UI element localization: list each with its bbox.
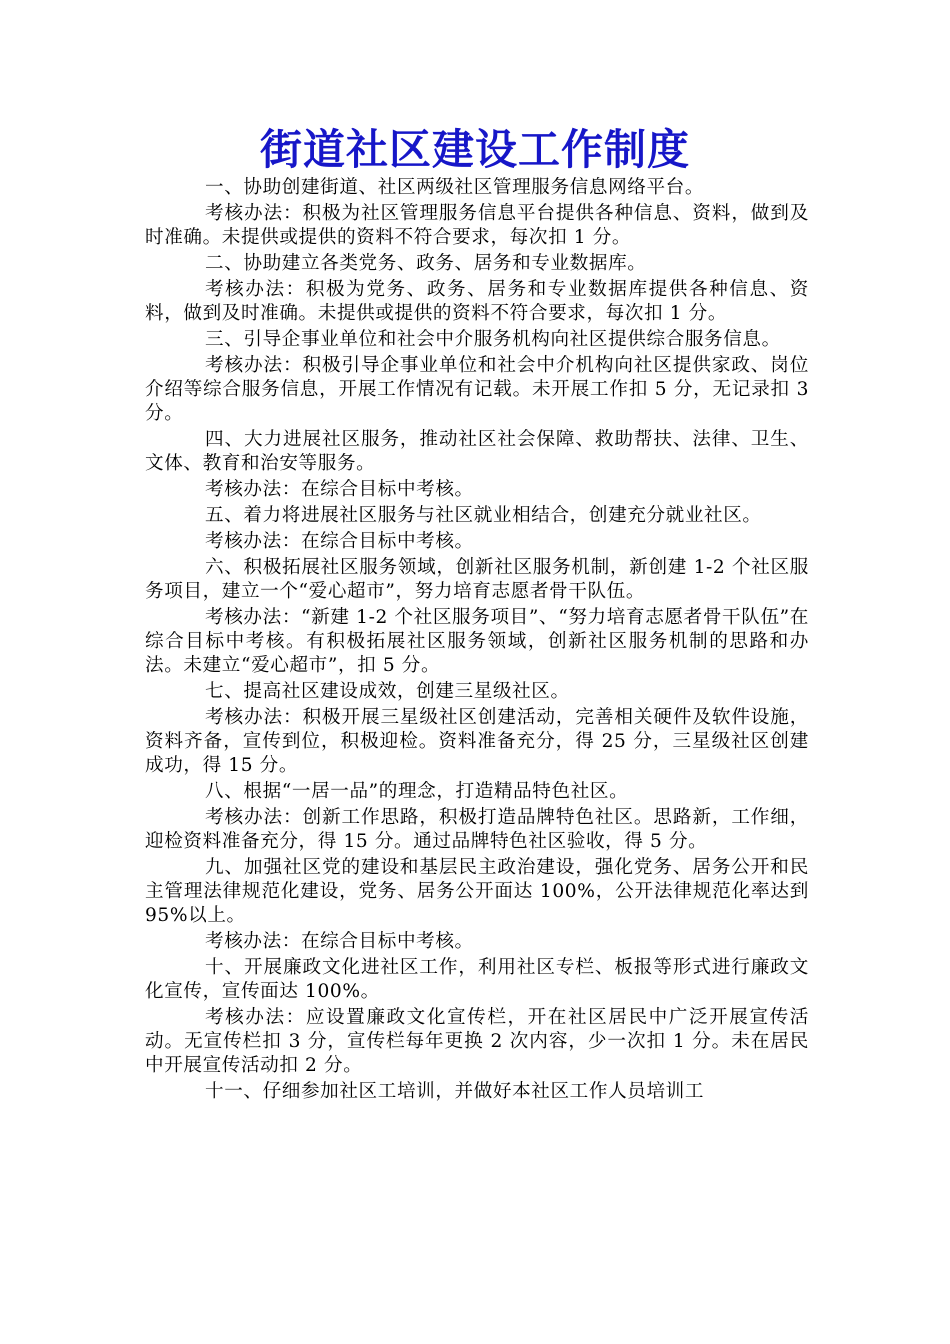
paragraph: 三、引导企事业单位和社会中介服务机构向社区提供综合服务信息。 [205, 329, 781, 350]
paragraph: 考核办法：积极引导企事业单位和社会中介机构向社区提供家政、岗位介绍等综合服务信息，开展工作情况有记载。未开展工作扣 5 分，无记录扣 3 分。 [145, 355, 809, 424]
paragraph: 考核办法：在综合目标中考核。 [205, 479, 474, 500]
paragraph: 考核办法：在综合目标中考核。 [205, 531, 474, 552]
paragraph: 一、协助创建街道、社区两级社区管理服务信息网络平台。 [205, 177, 705, 198]
paragraph: 七、提高社区建设成效，创建三星级社区。 [205, 681, 570, 702]
paragraph: 十一、仔细参加社区工培训，并做好本社区工作人员培训工 [205, 1081, 705, 1102]
paragraph: 二、协助建立各类党务、政务、居务和专业数据库。 [205, 253, 647, 274]
paragraph: 考核办法：积极为党务、政务、居务和专业数据库提供各种信息、资料，做到及时准确。未提供或提供的资料不符合要求，每次扣 1 分。 [145, 279, 809, 324]
document-body [145, 176, 809, 1106]
paragraph: 考核办法：创新工作思路，积极打造品牌特色社区。思路新，工作细，迎检资料准备充分，得 15 分。通过品牌特色社区验收，得 5 分。 [145, 807, 809, 852]
paragraph: 考核办法：在综合目标中考核。 [205, 931, 474, 952]
paragraph: 考核办法：应设置廉政文化宣传栏，开在社区居民中广泛开展宣传活动。无宣传栏扣 3 分，宣传栏每年更换 2 次内容，少一次扣 1 分。未在居民中开展宣传活动扣 2 分。 [145, 1007, 809, 1076]
paragraph: 十、开展廉政文化进社区工作，利用社区专栏、板报等形式进行廉政文化宣传，宣传面达 100%。 [145, 957, 809, 1002]
paragraph: 九、加强社区党的建设和基层民主政治建设，强化党务、居务公开和民主管理法律规范化建设，党务、居务公开面达 100%，公开法律规范化率达到 95%以上。 [145, 857, 809, 926]
paragraph: 八、根据“一居一品”的理念，打造精品特色社区。 [205, 781, 629, 802]
paragraph: 考核办法：积极开展三星级社区创建活动，完善相关硬件及软件设施，资料齐备，宣传到位，积极迎检。资料准备充分，得 25 分，三星级社区创建成功，得 15 分。 [145, 707, 809, 776]
paragraph: 六、积极拓展社区服务领域，创新社区服务机制，新创建 1-2 个社区服务项目，建立一个“爱心超市”，努力培育志愿者骨干队伍。 [145, 557, 809, 602]
paragraph: 五、着力将进展社区服务与社区就业相结合，创建充分就业社区。 [205, 505, 762, 526]
document-title: 街道社区建设工作制度 [259, 125, 690, 174]
paragraph: 考核办法：积极为社区管理服务信息平台提供各种信息、资料，做到及时准确。未提供或提供的资料不符合要求，每次扣 1 分。 [145, 203, 809, 248]
paragraph: 考核办法：“新建 1-2 个社区服务项目”、“努力培育志愿者骨干队伍”在综合目标中考核。有积极拓展社区服务领域，创新社区服务机制的思路和办法。未建立“爱心超市”，扣 5 分。 [145, 607, 809, 676]
paragraph: 四、大力进展社区服务，推动社区社会保障、救助帮扶、法律、卫生、文体、教育和治安等服务。 [145, 429, 809, 474]
